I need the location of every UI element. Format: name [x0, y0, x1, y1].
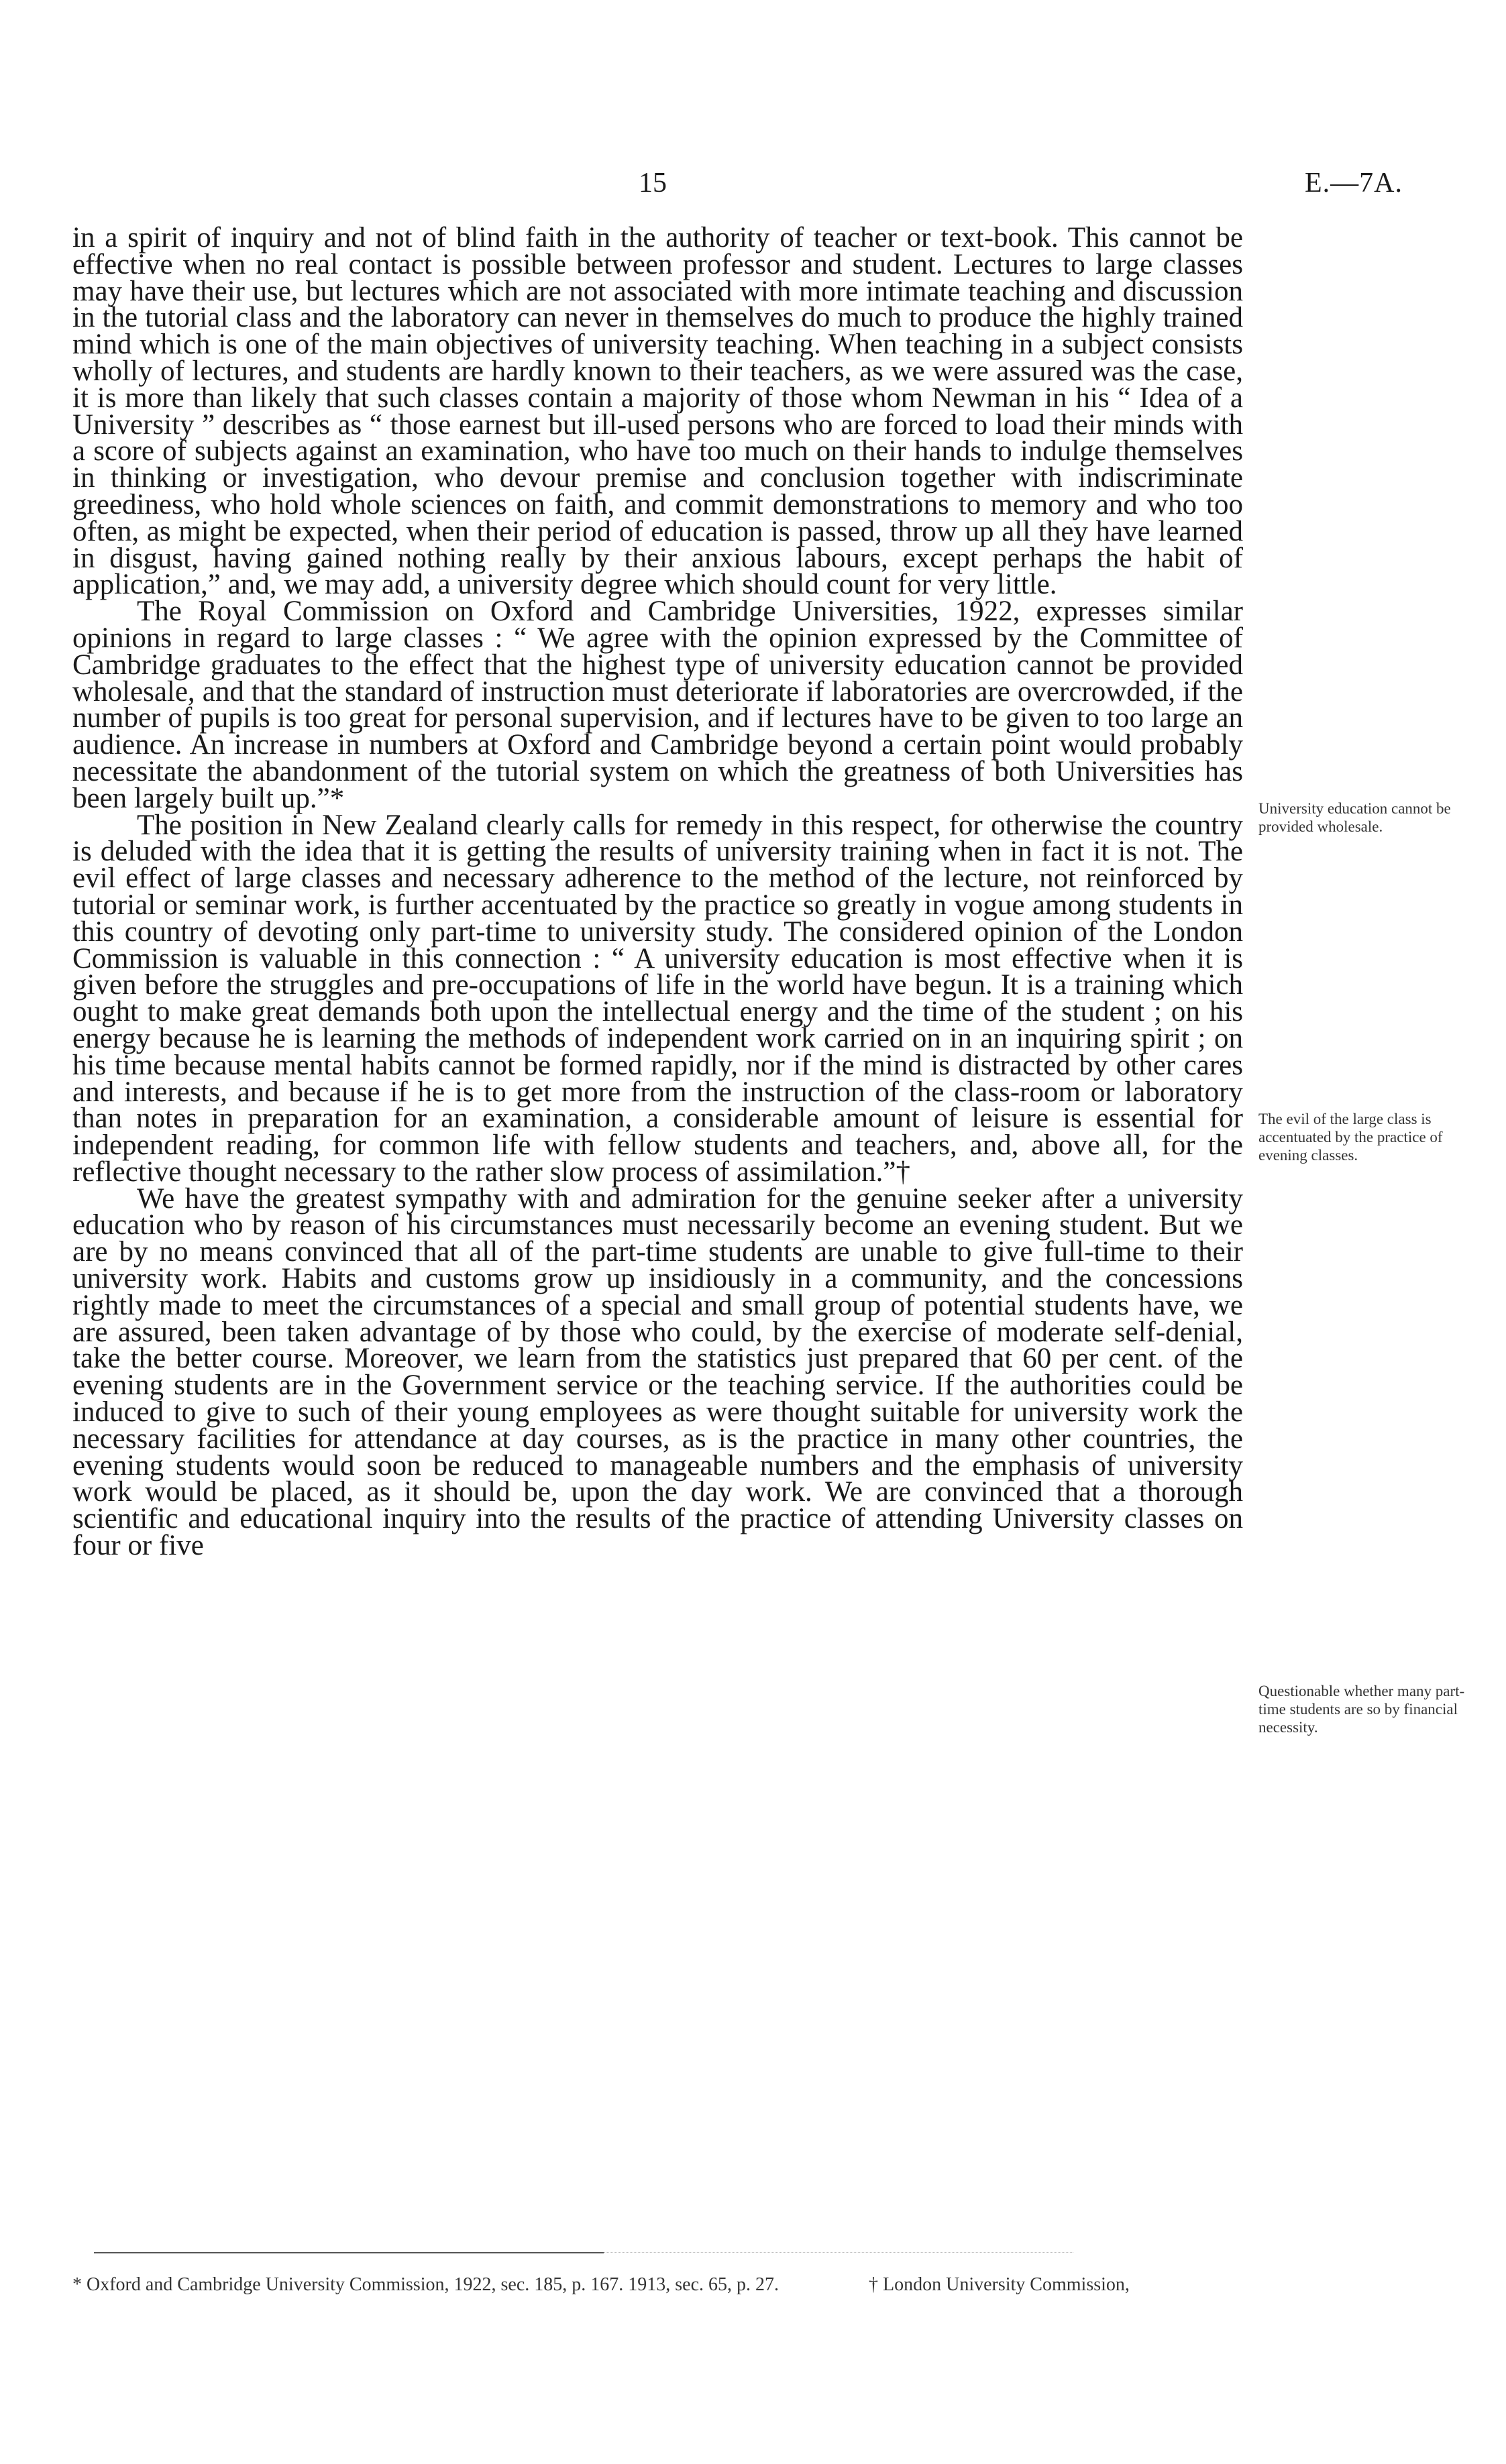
footnote-divider	[94, 2252, 604, 2253]
margin-note-part-time: Questionable whether many part-time students are so by financial necessity.	[1258, 1683, 1465, 1736]
footnotes	[72, 2274, 1243, 2296]
margin-note-wholesale: University education cannot be provided wholesale.	[1258, 800, 1451, 835]
paragraph-evening-students: We have the greatest sympathy with and admiration for the genuine seeker after a university education who by reason of his circumstances must necessarily become an evening student. But we are by no means convinced that all of the part-time students are unable to give full-time to their university work. Habits and customs grow up insidiously in a community, and the concessions rightly made to meet the circumstances of a special and small group of potential students have, we are assured, been taken advantage of by those who could, by the exercise of moderate self-denial, take the better course. Moreover, we learn from the statistics just prepared that 60 per cent. of the evening students are in the Government service or the teaching service. If the authorities could be induced to give to such of their young employees as were thought suitable for university work the necessary facilities for attendance at day courses, as is the practice in many other countries, the evening students would soon be reduced to manageable numbers and the emphasis of university work would be placed, as it should be, upon the day work. We are convinced that a thorough scientific and educational inquiry into the results of the practice of attending University classes on four or five	[72, 1182, 1243, 1562]
page-number: 15	[639, 168, 667, 199]
paragraph-continuation: in a spirit of inquiry and not of blind faith in the authority of teacher or text-book. This cannot be effective when no real contact is possible between professor and student. Lectures to large classes may have their use, but lectures which are not associated with more intimate teaching and discussion in the tutorial class and the laboratory can never in themselves do much to produce the highly trained mind which is one of the main objectives of university teaching. When teaching in a subject consists wholly of lectures, and students are hardly known to their teachers, as we were assured was the case, it is more than likely that such classes contain a majority of those whom Newman in his “ Idea of a University ” describes as “ those earnest but ill-used persons who are forced to load their minds with a score of subjects against an examination, who have too much on their hands to indulge themselves in thinking or investigation, who devour premise and conclusion together with indiscriminate greediness, who hold whole sciences on faith, and commit demonstrations to memory and who too often, as might be expected, when their period of education is passed, throw up all they have learned in disgust, having gained nothing really by their anxious labours, except perhaps the habit of application,” and, we may add, a university degree which should count for very little.	[72, 222, 1243, 601]
footnote-oxford-cambridge: * Oxford and Cambridge University Commission, 1922, sec. 185, p. 167. 1913, sec. 65, p. 27.	[72, 2274, 779, 2295]
footnote-divider-faint	[604, 2252, 1073, 2253]
footnote-london: † London University Commission,	[869, 2274, 1130, 2295]
margin-note-evil-large-class: The evil of the large class is accentuated by the practice of evening classes.	[1258, 1111, 1443, 1164]
document-reference: E.—7A.	[1305, 168, 1403, 199]
paragraph-royal-commission: The Royal Commission on Oxford and Cambridge Universities, 1922, expresses similar opinions in regard to large classes : “ We agree with the opinion expressed by the Committee of Cambridge graduates to the effect that the highest type of university education cannot be provided wholesale, and that the standard of instruction must deteriorate if laboratories are overcrowded, if the number of pupils is too great for personal supervision, and if lectures have to be given to too large an audience. An increase in numbers at Oxford and Cambridge beyond a certain point would probably necessitate the abandonment of the tutorial system on which the greatness of both Universities has been largely built up.”*	[72, 596, 1243, 814]
body-text	[72, 222, 1243, 1562]
paragraph-new-zealand-position: The position in New Zealand clearly calls for remedy in this respect, for otherwise the country is deluded with the idea that it is getting the results of university training when in fact it is not. The evil effect of large classes and necessary adherence to the method of the lecture, not reinforced by tutorial or seminar work, is further accentuated by the practice so greatly in vogue among students in this country of devoting only part-time to university study. The considered opinion of the London Commission is valuable in this connection : “ A university education is most effective when it is given before the struggles and pre-occupations of life in the world have begun. It is a training which ought to make great demands both upon the intellectual energy and the time of the student ; on his energy because he is learning the methods of independent work carried on in an inquiring spirit ; on his time because mental habits cannot be formed rapidly, nor if the mind is distracted by other cares and interests, and because if he is to get more from the instruction of the class-room or laboratory than notes in preparation for an examination, a considerable amount of leisure is essential for independent reading, for common life with fellow students and teachers, and, above all, for the reflective thought necessary to the rather slow process of assimilation.”†	[72, 809, 1243, 1188]
